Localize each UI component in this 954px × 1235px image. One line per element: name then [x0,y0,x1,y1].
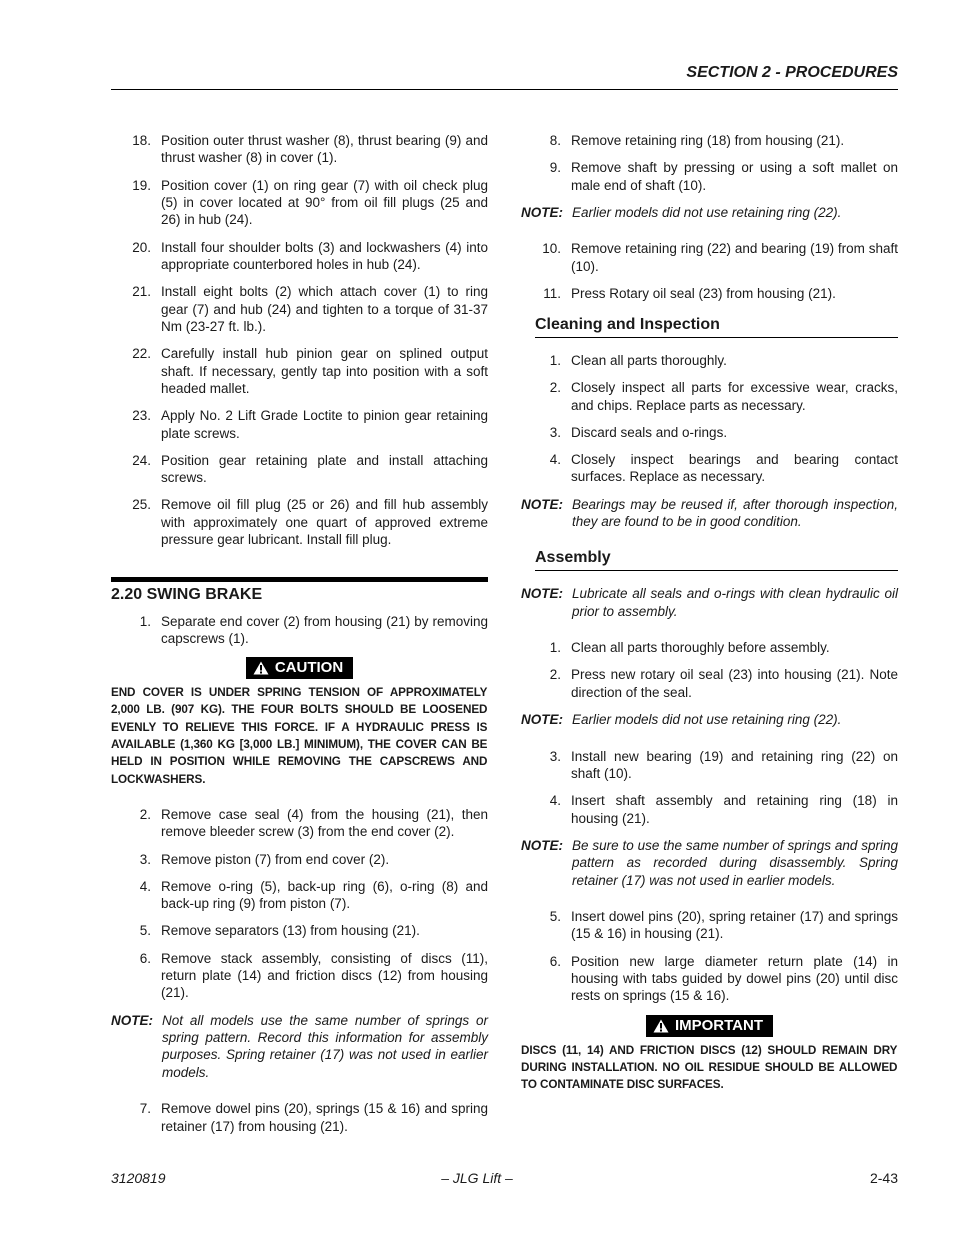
step-text: Closely inspect all parts for excessive wear, cracks, and chips. Replace parts as necessary. [571,380,898,413]
note [521,204,898,221]
warning-triangle-icon [653,1019,669,1033]
section-title: SECTION 2 - PROCEDURES [686,64,898,81]
page-number: 2-43 [869,1170,898,1186]
step-text: Position outer thrust washer (8), thrust bearing (9) and thrust washer (8) in cover (1). [161,133,488,166]
step-text: Install new bearing (19) and retaining ring (22) on shaft (10). [571,748,898,781]
section-heading-swing-brake: 2.20 SWING BRAKE [111,577,488,604]
step-number: 3. [549,748,561,764]
step-number: 11. [543,285,561,301]
note-label: NOTE: [521,204,563,220]
step-number: 19. [132,177,151,193]
list-item [111,407,488,442]
step-number: 9. [549,160,561,176]
step-text: Remove oil fill plug (25 or 26) and fill hub assembly with approximately one quart of approved extreme pressure gear lubricant. Install fill plug. [161,497,488,548]
list-item [111,922,488,939]
important-label: IMPORTANT [674,1016,764,1034]
list-item [521,159,898,194]
note [521,585,898,620]
step-text: Closely inspect bearings and bearing contact surfaces. Replace as necessary. [571,452,898,485]
publisher: – JLG Lift – [441,1170,513,1186]
list-item [111,496,488,548]
step-text: Remove shaft by pressing or using a soft mallet on male end of shaft (10). [571,160,898,193]
step-number: 23. [132,408,151,424]
step-text: Press Rotary oil seal (23) from housing (21). [571,285,836,301]
step-list [521,639,898,701]
step-number: 6. [549,953,561,969]
step-number: 18. [132,133,151,148]
step-text: Install eight bolts (2) which attach cover (1) to ring gear (7) and hub (24) and tighten to a torque of 31-37 Nm (23-27 ft. lb.). [161,284,488,335]
note-text: Bearings may be reused if, after thorough inspection, they are found to be in good condition. [572,496,898,530]
list-item [111,177,488,229]
step-text: Remove retaining ring (22) and bearing (19) from shaft (10). [571,241,898,274]
step-number: 2. [549,667,561,683]
caution-banner [111,657,488,680]
step-number: 22. [132,346,151,362]
step-number: 4. [139,878,151,894]
step-list [521,240,898,302]
step-number: 1. [139,613,151,629]
note-label: NOTE: [521,586,563,602]
list-item [521,352,898,369]
step-number: 1. [549,353,561,369]
list-item [521,748,898,783]
note [521,837,898,889]
list-item [111,283,488,335]
step-number: 20. [132,239,151,255]
note-text: Be sure to use the same number of springs and spring pattern as recorded during disassembly. Spring retainer (17) was not used in earlier models. [572,837,898,888]
left-column [111,132,488,1145]
step-text: Insert shaft assembly and retaining ring (18) in housing (21). [571,793,898,826]
step-number: 10. [542,241,561,257]
caution-text: END COVER IS UNDER SPRING TENSION OF APPROXIMATELY 2,000 LB. (907 KG). THE FOUR BOLTS SHOULD BE LOOSENED EVENLY TO RELIEVE THIS FORCE. IF A HYDRAULIC PRESS IS AVAILABLE (1,360 KG [3,000 LB.] MINIMUM), THE COVER CAN BE HELD IN POSITION WHILE REMOVING THE CAPSCREWS AND LOCKWASHERS. [111,685,488,786]
note-text: Not all models use the same number of springs or spring pattern. Record this information for assembly purposes. Spring retainer (17) was not used in earlier models. [162,1012,488,1080]
step-text: Remove retaining ring (18) from housing (21). [571,133,845,148]
list-item [111,1100,488,1135]
step-text: Remove o-ring (5), back-up ring (6), o-ring (8) and back-up ring (9) from piston (7). [161,878,488,912]
list-item [521,666,898,701]
warning-triangle-icon [253,661,269,675]
note [111,1012,488,1082]
step-number: 4. [549,452,561,468]
step-number: 6. [139,950,151,966]
step-number: 7. [139,1101,151,1117]
list-item [111,878,488,913]
step-text: Remove piston (7) from end cover (2). [161,851,390,867]
step-list [521,748,898,827]
step-list [111,613,488,648]
step-number: 3. [139,851,151,867]
step-number: 5. [549,908,561,924]
doc-number: 3120819 [111,1170,166,1186]
note-label: NOTE: [521,496,563,512]
list-item [521,285,898,302]
list-item [521,424,898,441]
list-item [521,639,898,656]
step-number: 2. [139,806,151,822]
step-text: Position cover (1) on ring gear (7) with oil check plug (5) in cover located at 90° from oil fill plugs (25 and 26) in hub (24). [161,177,488,228]
note [521,711,898,728]
step-list [111,806,488,1002]
note [521,496,898,531]
list-item [521,132,898,149]
step-number: 21. [132,284,151,300]
step-number: 8. [549,133,561,148]
note-text: Earlier models did not use retaining ring (22). [572,204,842,220]
note-text: Lubricate all seals and o-rings with clean hydraulic oil prior to assembly. [572,586,898,619]
step-text: Separate end cover (2) from housing (21) by removing capscrews (1). [161,613,488,646]
important-text: DISCS (11, 14) AND FRICTION DISCS (12) SHOULD REMAIN DRY DURING INSTALLATION. NO OIL RESIDUE SHOULD BE ALLOWED TO CONTAMINATE DISC SURFACES. [521,1042,898,1092]
caution-label: CAUTION [274,659,344,677]
step-number: 5. [139,923,151,939]
step-number: 3. [549,424,561,440]
step-number: 25. [132,497,151,513]
list-item [111,613,488,648]
caution-badge [246,657,353,679]
note-label: NOTE: [111,1012,153,1028]
subheading-cleaning-inspection: Cleaning and Inspection [535,316,898,338]
list-item [111,851,488,868]
list-item [521,908,898,943]
step-number: 1. [549,640,561,656]
list-item [111,452,488,487]
step-text: Insert dowel pins (20), spring retainer (17) and springs (15 & 16) in housing (21). [571,908,898,942]
list-item [521,379,898,414]
step-list [111,1100,488,1135]
step-text: Apply No. 2 Lift Grade Loctite to pinion gear retaining plate screws. [161,408,488,441]
list-item [111,950,488,1002]
step-list [521,352,898,486]
list-item [521,240,898,275]
important-badge [646,1015,773,1037]
step-text: Remove dowel pins (20), springs (15 & 16) and spring retainer (17) from housing (21). [161,1101,488,1134]
step-text: Carefully install hub pinion gear on splined output shaft. If necessary, gently tap into position with a soft headed mallet. [161,346,488,397]
step-list [521,132,898,194]
list-item [521,451,898,486]
step-text: Install four shoulder bolts (3) and lockwashers (4) into appropriate counterbored holes in hub (24). [161,239,488,273]
step-number: 24. [132,452,151,468]
list-item [111,345,488,397]
step-text: Position new large diameter return plate (14) in housing with tabs guided by dowel pins (20) until disc rests on springs (15 & 16). [571,953,898,1004]
important-banner [521,1015,898,1038]
step-number: 2. [549,380,561,396]
note-label: NOTE: [521,837,563,853]
note-label: NOTE: [521,712,563,728]
step-text: Position gear retaining plate and install attaching screws. [161,452,488,486]
step-text: Remove separators (13) from housing (21). [161,923,420,939]
note-text: Earlier models did not use retaining ring (22). [572,712,842,728]
subheading-assembly: Assembly [535,549,898,571]
list-item [111,239,488,274]
step-list [521,908,898,1005]
step-text: Remove case seal (4) from the housing (21), then remove bleeder screw (3) from the end cover (2). [161,806,488,840]
step-text: Clean all parts thoroughly. [571,353,727,369]
right-column [521,132,898,1093]
step-text: Discard seals and o-rings. [571,424,728,440]
step-list [111,132,488,549]
list-item [111,806,488,841]
step-text: Remove stack assembly, consisting of discs (11), return plate (14) and friction discs (12) from housing (21). [161,950,488,1001]
list-item [521,792,898,827]
step-text: Press new rotary oil seal (23) into housing (21). Note direction of the seal. [571,667,898,700]
header-rule [111,89,898,90]
step-number: 4. [549,793,561,809]
list-item [111,132,488,167]
list-item [521,953,898,1005]
step-text: Clean all parts thoroughly before assembly. [571,640,830,656]
